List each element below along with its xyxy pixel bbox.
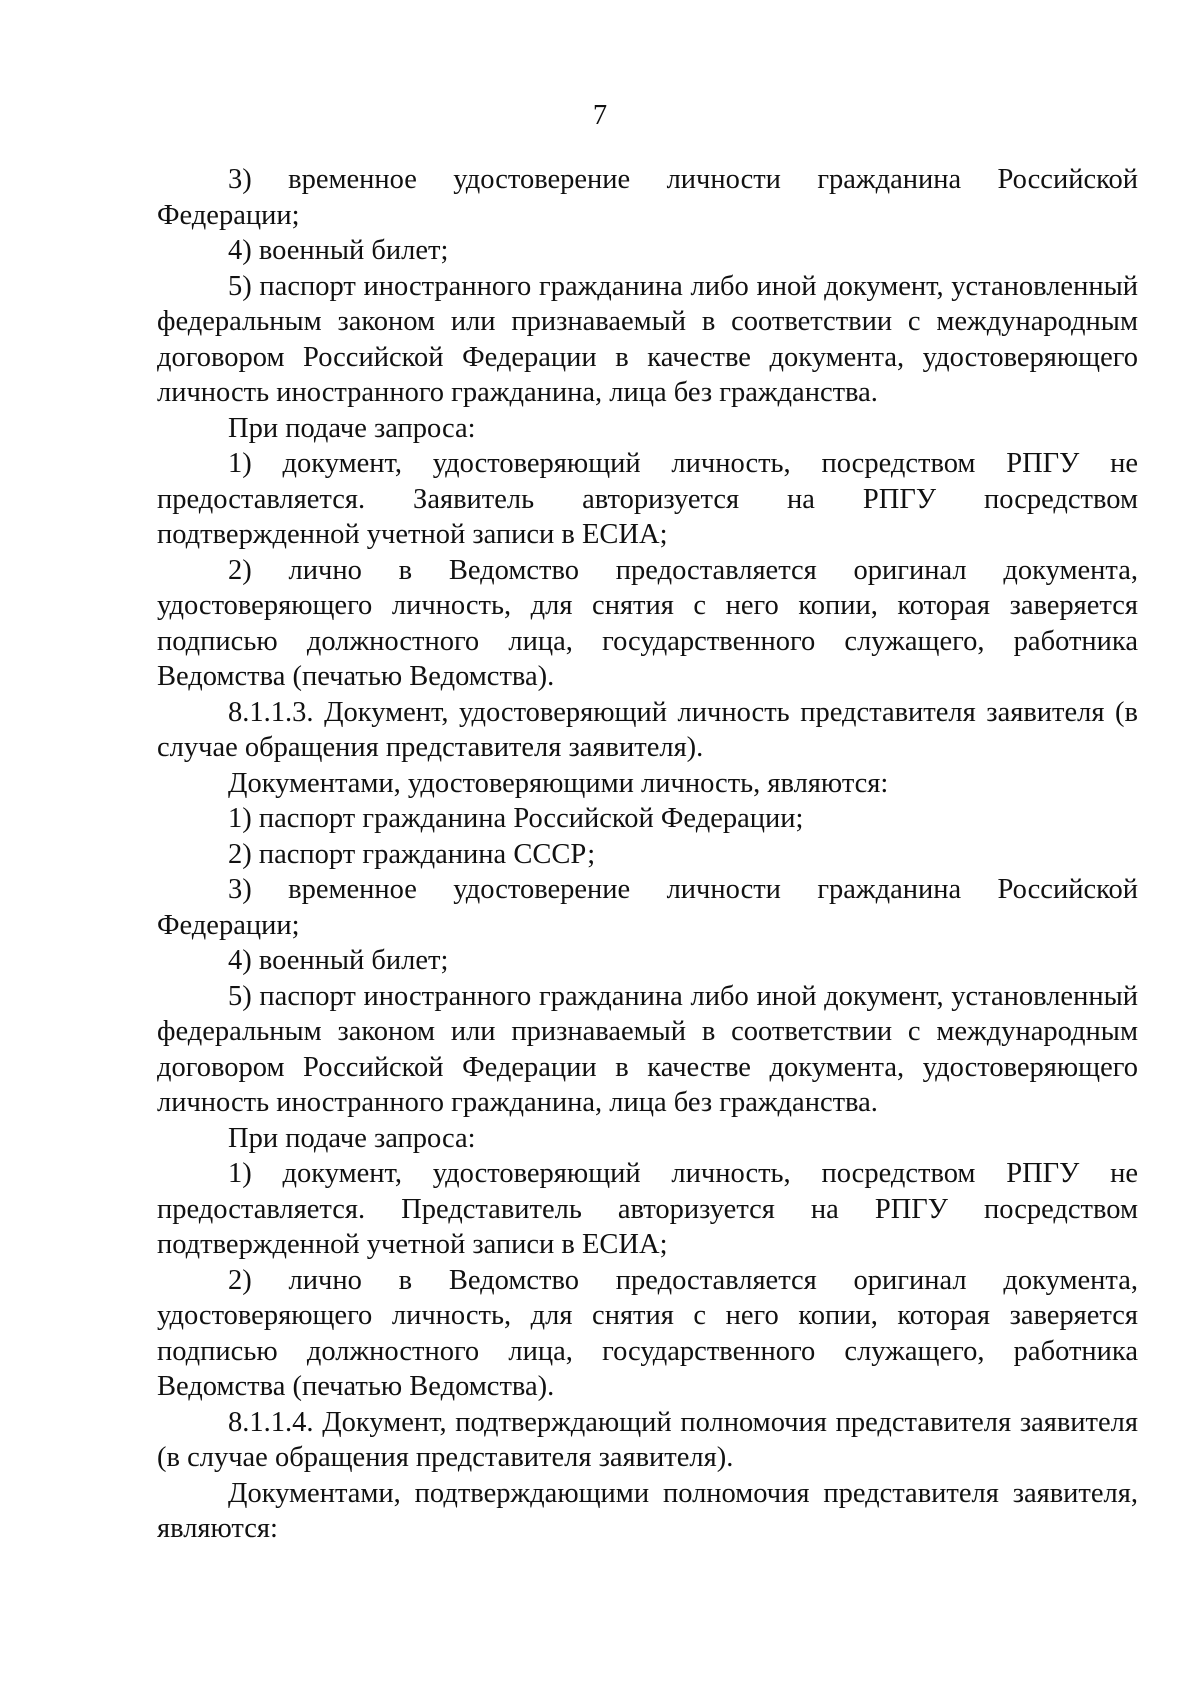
document-body [157,162,1138,1547]
paragraph: При подаче запроса: [228,412,476,444]
paragraph: 2) лично в Ведомство предоставляется оригинал документа, удостоверяющего личность, для снятия с него копии, которая заверяется подписью должностного лица, государственного служащего, работника Ведомства (печатью Ведомства). [157,1264,1138,1402]
paragraph: 8.1.1.3. Документ, удостоверяющий личность представителя заявителя (в случае обращения представителя заявителя). [157,696,1138,763]
paragraph: 3) временное удостоверение личности гражданина Российской Федерации; [157,164,1138,231]
paragraph: 5) паспорт иностранного гражданина либо иной документ, установленный федеральным законом или признаваемый в соответствии с международным договором Российской Федерации в качестве документа, удостоверяющего личность иностранного гражданина, лица без гражданства. [157,980,1138,1118]
paragraph: При подаче запроса: [228,1122,476,1154]
paragraph: Документами, подтверждающими полномочия представителя заявителя, являются: [157,1477,1138,1544]
paragraph: 5) паспорт иностранного гражданина либо иной документ, установленный федеральным законом или признаваемый в соответствии с международным договором Российской Федерации в качестве документа, удостоверяющего личность иностранного гражданина, лица без гражданства. [157,270,1138,408]
paragraph: 4) военный билет; [228,945,449,976]
paragraph: 4) военный билет; [228,235,449,266]
paragraph: 8.1.1.4. Документ, подтверждающий полномочия представителя заявителя (в случае обращения представителя заявителя). [157,1406,1138,1473]
paragraph: 1) документ, удостоверяющий личность, посредством РПГУ не предоставляется. Представитель авторизуется на РПГУ посредством подтвержденной учетной записи в ЕСИА; [157,1158,1138,1260]
page-number: 7 [592,100,608,131]
paragraph: 3) временное удостоверение личности гражданина Российской Федерации; [157,874,1138,941]
paragraph: Документами, удостоверяющими личность, являются: [228,767,889,799]
paragraph: 2) паспорт гражданина СССР; [228,838,596,870]
paragraph: 1) паспорт гражданина Российской Федерации; [228,803,804,834]
paragraph: 2) лично в Ведомство предоставляется оригинал документа, удостоверяющего личность, для снятия с него копии, которая заверяется подписью должностного лица, государственного служащего, работника Ведомства (печатью Ведомства). [157,554,1138,692]
paragraph: 1) документ, удостоверяющий личность, посредством РПГУ не предоставляется. Заявитель авторизуется на РПГУ посредством подтвержденной учетной записи в ЕСИА; [157,448,1138,550]
